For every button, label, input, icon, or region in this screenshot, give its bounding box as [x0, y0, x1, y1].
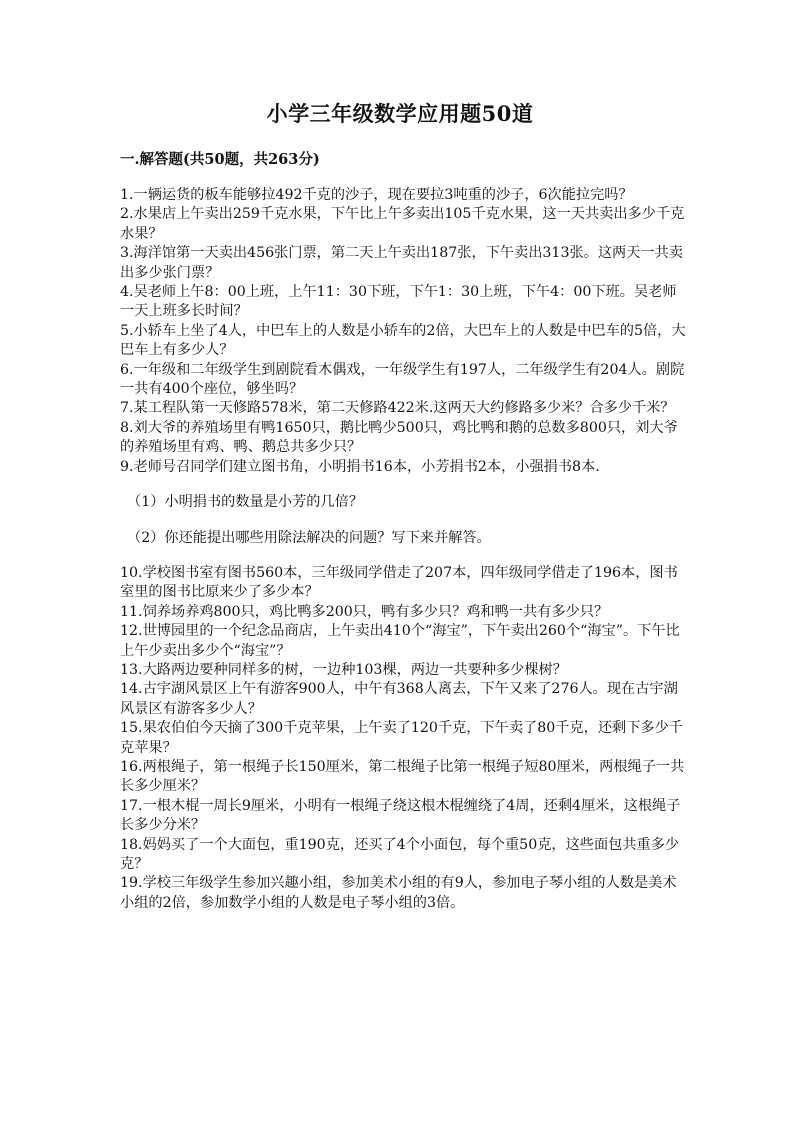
question-6: 6.一年级和二年级学生到剧院看木偶戏，一年级学生有197人，二年级学生有204人。剧院一共有400个座位，够坐吗？	[120, 361, 685, 398]
question-9-part-2: （2）你还能提出哪些用除法解决的问题？写下来并解答。	[127, 529, 491, 546]
question-3: 3.海洋馆第一天卖出456张门票，第二天上午卖出187张，下午卖出313张。这两天一共卖出多少张门票？	[120, 245, 683, 281]
page-title: 小学三年级数学应用题50道	[266, 101, 534, 126]
question-16: 16.两根绳子，第一根绳子长150厘米，第二根绳子比第一根绳子短80厘米，两根绳子一共长多少厘米？	[120, 758, 685, 795]
question-5: 5.小轿车上坐了4人，中巴车上的人数是小轿车的2倍，大巴车上的人数是中巴车的5倍，大巴车上有多少人？	[120, 322, 686, 359]
question-13: 13.大路两边要种同样多的树，一边种103棵，两边一共要种多少棵树？	[120, 661, 567, 678]
question-12: 12.世博园里的一个纪念品商店，上午卖出410个“海宝”，下午卖出260个“海宝”。下午比上午少卖出多少个“海宝”？	[120, 623, 680, 659]
question-18: 18.妈妈买了一个大面包，重190克，还买了4个小面包，每个重50克，这些面包共重多少克？	[120, 836, 680, 872]
question-10: 10.学校图书室有图书560本，三年级同学借走了207本，四年级同学借走了196本，图书室里的图书比原来少了多少本？	[120, 564, 678, 601]
question-17: 17.一根木棍一周长9厘米，小明有一根绳子绕这根木棍缠绕了4周，还剩4厘米，这根绳子长多少分米？	[120, 797, 681, 834]
question-1: 1.一辆运货的板车能够拉492千克的沙子，现在要拉3吨重的沙子，6次能拉完吗？	[120, 187, 633, 203]
question-9-part-1: （1）小明捐书的数量是小芳的几倍？	[127, 494, 364, 511]
question-list	[120, 186, 690, 913]
question-19: 19.学校三年级学生参加兴趣小组，参加美术小组的有9人，参加电子琴小组的人数是美术小组的2倍，参加数学小组的人数是电子琴小组的3倍。	[120, 875, 677, 911]
question-4: 4.吴老师上午8：00上班，上午11：30下班，下午1：30上班，下午4：00下班。吴老师一天上班多长时间？	[120, 284, 677, 320]
question-15: 15.果农伯伯今天摘了300千克苹果，上午卖了120千克，下午卖了80千克，还剩下多少千克苹果？	[120, 720, 683, 756]
section-heading: 一.解答题(共50题，共263分)	[120, 151, 320, 168]
question-8: 8.刘大爷的养殖场里有鸭1650只，鹅比鸭少500只，鸡比鸭和鹅的总数多800只，刘大爷的养殖场里有鸡、鸭、鹅总共多少只？	[120, 419, 678, 456]
question-9: 9.老师号召同学们建立图书角，小明捐书16本，小芳捐书2本，小强捐书8本.	[120, 458, 600, 475]
question-2: 2.水果店上午卖出259千克水果，下午比上午多卖出105千克水果，这一天共卖出多少千克水果？	[120, 206, 685, 242]
question-7: 7.某工程队第一天修路578米，第二天修路422米.这两天大约修路多少米？合多少千米？	[120, 400, 675, 417]
question-14: 14.古宇湖风景区上午有游客900人，中午有368人离去，下午又来了276人。现在古宇湖风景区有游客多少人？	[120, 681, 678, 717]
question-11: 11.饲养场养鸡800只，鸡比鸭多200只，鸭有多少只？鸡和鸭一共有多少只？	[120, 603, 609, 620]
